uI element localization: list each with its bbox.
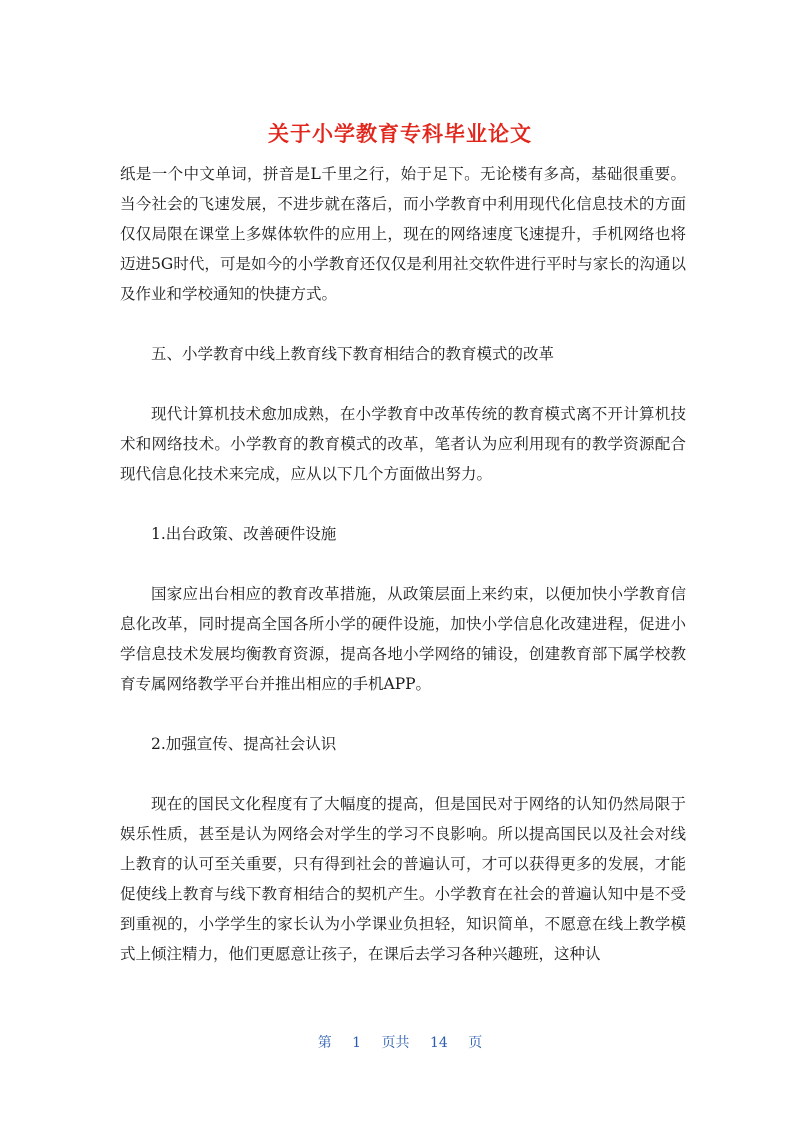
- footer-page-total-word: 页共: [381, 1035, 410, 1051]
- page-footer: [0, 1032, 800, 1052]
- paragraph-intro: 纸是一个中文单词，拼音是L千里之行，始于足下。无论楼有多高，基础很重要。当今社会的飞速发展，不进步就在落后，而小学教育中利用现代化信息技术的方面仅仅局限在课堂上多媒体软件的应用上，现在的网络速度飞速提升，手机网络也将迈进5G时代，可是如今的小学教育还仅仅是利用社交软件进行平时与家长的沟通以及作业和学校通知的快捷方式。: [120, 165, 686, 303]
- paragraph-subsection-1: 国家应出台相应的教育改革措施，从政策层面上来约束，以便加快小学教育信息化改革，同时提高全国各所小学的硬件设施，加快小学信息化改建进程，促进小学信息技术发展均衡教育资源，提高各地小学网络的铺设，创建教育部下属学校教育专属网络教学平台并推出相应的手机APP。: [120, 585, 686, 693]
- footer-page-total: 14: [430, 1035, 448, 1051]
- document-title: 关于小学教育专科毕业论文: [268, 122, 532, 146]
- document-body: [120, 159, 686, 969]
- paragraph-section-5: 现代计算机技术愈加成熟，在小学教育中改革传统的教育模式离不开计算机技术和网络技术。小学教育的教育模式的改革，笔者认为应利用现有的教学资源配合现代信息化技术来完成，应从以下几个方面做出努力。: [120, 405, 686, 483]
- subheading-1: 1.出台政策、改善硬件设施: [151, 525, 337, 543]
- footer-page-suffix: 页: [468, 1035, 483, 1051]
- footer-page-current: 1: [352, 1035, 362, 1051]
- paragraph-subsection-2: 现在的国民文化程度有了大幅度的提高，但是国民对于网络的认知仍然局限于娱乐性质，甚至是认为网络会对学生的学习不良影响。所以提高国民以及社会对线上教育的认可至关重要，只有得到社会的普遍认可，才可以获得更多的发展，才能促使线上教育与线下教育相结合的契机产生。小学教育在社会的普遍认知中是不受到重视的，小学学生的家长认为小学课业负担轻，知识简单，不愿意在线上教学模式上倾注精力，他们更愿意让孩子，在课后去学习各种兴趣班，这种认: [120, 795, 686, 963]
- footer-page-word: 第: [317, 1035, 332, 1051]
- subheading-2: 2.加强宣传、提高社会认识: [151, 735, 337, 753]
- section-heading-5: 五、小学教育中线上教育线下教育相结合的教育模式的改革: [151, 345, 555, 363]
